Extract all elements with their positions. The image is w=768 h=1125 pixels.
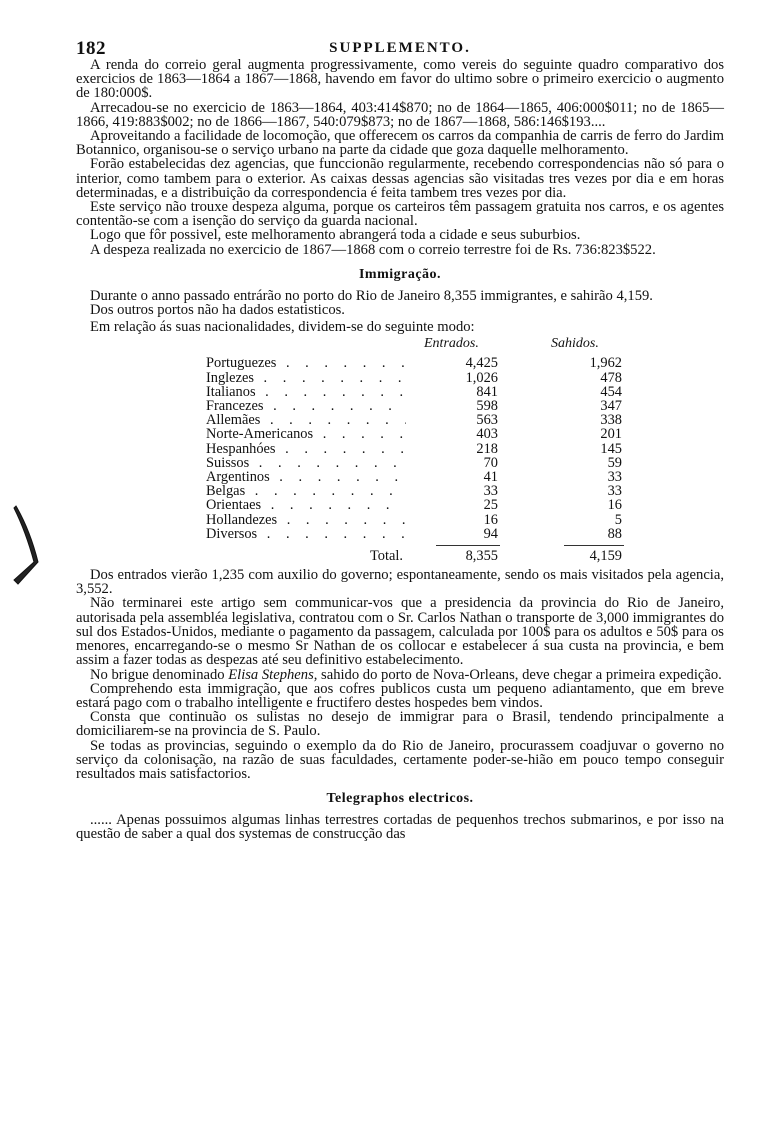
nationality-name: Norte-Americanos . . .: [206, 427, 406, 441]
nationality-table: [76, 336, 724, 563]
nationality-name: Argentinos . . .: [206, 470, 406, 484]
entrados-value: 70: [483, 454, 498, 471]
entrados-value: 33: [483, 483, 498, 500]
sahidos-value: 33: [607, 483, 622, 500]
sahidos-value: 145: [600, 440, 622, 457]
paragraph: Em relação ás suas nacionalidades, dividem-se do seguinte modo:: [90, 319, 475, 336]
table-row: [76, 513, 724, 527]
table-row: [76, 385, 724, 399]
paragraph: Forão estabelecidas dez agencias, que funccionão regularmente, recebendo correspondencias não só para o interior, como tambem para o exterior. As caixas dessas agencias são visitadas tres vezes por dia e em horas determinadas, e a distribuição da correspondencia é feita tambem tres vezes por dia.: [76, 156, 724, 201]
nationality-name: Portuguezes . . .: [206, 356, 406, 370]
sahidos-value: 454: [600, 383, 622, 400]
paragraph: A despeza realizada no exercicio de 1867—1868 com o correio terrestre foi de Rs. 736:823$522.: [90, 241, 656, 258]
table-total-row: [76, 549, 724, 563]
table-body: [76, 356, 724, 540]
sahidos-value: 1,962: [589, 355, 622, 372]
sahidos-value: 33: [607, 468, 622, 485]
page-header: [76, 38, 724, 58]
nationality-name: Inglezes . . .: [206, 371, 406, 385]
paragraph: Não terminarei este artigo sem communicar-vos que a presidencia da provincia do Rio de Janeiro, autorisada pela assembléa legislativa, contratou com o Sr. Carlos Nathan o transporte de 3,000 immigrantes do sul dos Estados-Unidos, mediante o pagamento da passagem, calculada por 100$ para os adultos e 50$ para os menores, encarregando-se o mesmo Sr Nathan de os collocar e estabelecer á sua custa na provincia, e bem assim a fazer todas as despezas até seu definitivo estabelecimento.: [76, 595, 724, 669]
paragraph: Este serviço não trouxe despeza alguma, porque os carteiros têm passagem gratuita nos carros, e os agentes contentão-se com a isenção do serviço da guarda nacional.: [76, 199, 724, 230]
paragraph: A renda do correio geral augmenta progressivamente, como vereis do seguinte quadro comparativo dos exercicios de 1863—1864 a 1867—1868, havendo em favor do ultimo sobre o primeiro exercicio o augmento de 180:000$.: [76, 57, 724, 102]
nationality-name: Orientaes . . .: [206, 498, 406, 512]
sahidos-value: 338: [600, 412, 622, 429]
entrados-value: 16: [483, 511, 498, 528]
entrados-value: 25: [483, 497, 498, 514]
table-row: [76, 442, 724, 456]
total-label: Total.: [370, 547, 403, 564]
telegraph-section: [76, 813, 724, 841]
table-header: [76, 336, 724, 356]
table-row: [76, 399, 724, 413]
table-row: [76, 456, 724, 470]
entrados-value: 218: [476, 440, 498, 457]
column-header-sahidos: Sahidos.: [551, 336, 599, 352]
running-title: SUPPLEMENTO.: [329, 40, 471, 56]
entrados-value: 841: [476, 383, 498, 400]
sahidos-value: 5: [614, 511, 622, 528]
total-entrados: 8,355: [465, 547, 498, 564]
paragraph: Aproveitando a facilidade de locomoção, que offerecem os carros da companhia de carris de ferro do Jardim Botannico, organisou-se o serviço urbano na parte da cidade que goza daquelle melhoramento.: [76, 128, 724, 159]
sahidos-value: 59: [607, 454, 622, 471]
sahidos-value: 16: [607, 497, 622, 514]
entrados-value: 598: [476, 398, 498, 415]
entrados-value: 41: [483, 468, 498, 485]
nationality-name: Belgas . . .: [206, 484, 406, 498]
document-page: [76, 38, 724, 842]
table-row: [76, 413, 724, 427]
nationality-name: Suissos . . .: [206, 456, 406, 470]
table-row: [76, 356, 724, 370]
sahidos-value: 201: [600, 426, 622, 443]
table-row: [76, 371, 724, 385]
section-title-telegraph: Telegraphos electricos.: [326, 791, 474, 807]
entrados-value: 563: [476, 412, 498, 429]
text: No brigue denominado: [90, 666, 229, 683]
entrados-value: 94: [483, 525, 498, 542]
paragraph: Arrecadou-se no exercicio de 1863—1864, 403:414$870; no de 1864—1865, 406:000$011; no de 1865—1866, 419:883$002; no de 1866—1867, 540:079$873; no de 1867—1868, 586:146$193....: [76, 99, 724, 130]
page-number: 182: [76, 38, 106, 59]
column-header-entrados: Entrados.: [424, 336, 479, 352]
entrados-value: 403: [476, 426, 498, 443]
nationality-name: Hollandezes . . .: [206, 513, 406, 527]
entrados-value: 4,425: [465, 355, 498, 372]
paragraph: Consta que continuão os sulistas no desejo de immigrar para o Brasil, tendendo principalmente a domiciliarem-se na provincia de S. Paulo.: [76, 709, 724, 740]
paragraph: ...... Apenas possuimos algumas linhas terrestres cortadas de pequenhos trechos submarinos, e por isso na questão de saber a qual dos systemas de construcção das: [76, 812, 724, 843]
sahidos-value: 478: [600, 369, 622, 386]
paragraph: Logo que fôr possivel, este melhoramento abrangerá toda a cidade e seus suburbios.: [90, 227, 581, 244]
sahidos-value: 88: [607, 525, 622, 542]
table-row: [76, 527, 724, 541]
nationality-name: Diversos . . .: [206, 527, 406, 541]
table-row: [76, 498, 724, 512]
entrados-value: 1,026: [465, 369, 498, 386]
section-title-immigration: Immigração.: [358, 266, 442, 282]
nationality-name: Francezes . . .: [206, 399, 406, 413]
paragraph: Dos entrados vierão 1,235 com auxilio do governo; espontaneamente, sendo os mais visitados pela agencia, 3,552.: [76, 567, 724, 598]
table-row: [76, 484, 724, 498]
nationality-name: Italianos . . .: [206, 385, 406, 399]
postal-section: [76, 58, 724, 257]
table-row: [76, 427, 724, 441]
paragraph: Comprehendo esta immigração, que aos cofres publicos custa um pequeno adiantamento, que em breve estará pago com o trabalho intelligente e fructifero destes hospedes bem vindos.: [76, 680, 724, 711]
nationality-name: Hespanhóes . . .: [206, 442, 406, 456]
paragraph: Se todas as provincias, seguindo o exemplo da do Rio de Janeiro, procurassem coadjuvar o governo no serviço da colonisação, na razão de suas faculdades, certamente poder-se-hião em pouco tempo conseguir resultados mais satisfactorios.: [76, 737, 724, 782]
text: , sahido do porto de Nova-Orleans, deve chegar a primeira expedição.: [313, 666, 722, 683]
sahidos-value: 347: [600, 398, 622, 415]
ship-name: Elisa Stephens: [228, 666, 314, 683]
paragraph: Dos outros portos não ha dados estatisticos.: [90, 302, 345, 319]
margin-ink-mark: [8, 500, 48, 590]
paragraph: Durante o anno passado entrárão no porto do Rio de Janeiro 8,355 immigrantes, e sahirão 4,159.: [90, 287, 653, 304]
paragraph-brigue: [76, 668, 724, 682]
nationality-name: Allemães . . .: [206, 413, 406, 427]
total-sahidos: 4,159: [589, 547, 622, 564]
table-row: [76, 470, 724, 484]
immigration-section: [76, 289, 724, 781]
